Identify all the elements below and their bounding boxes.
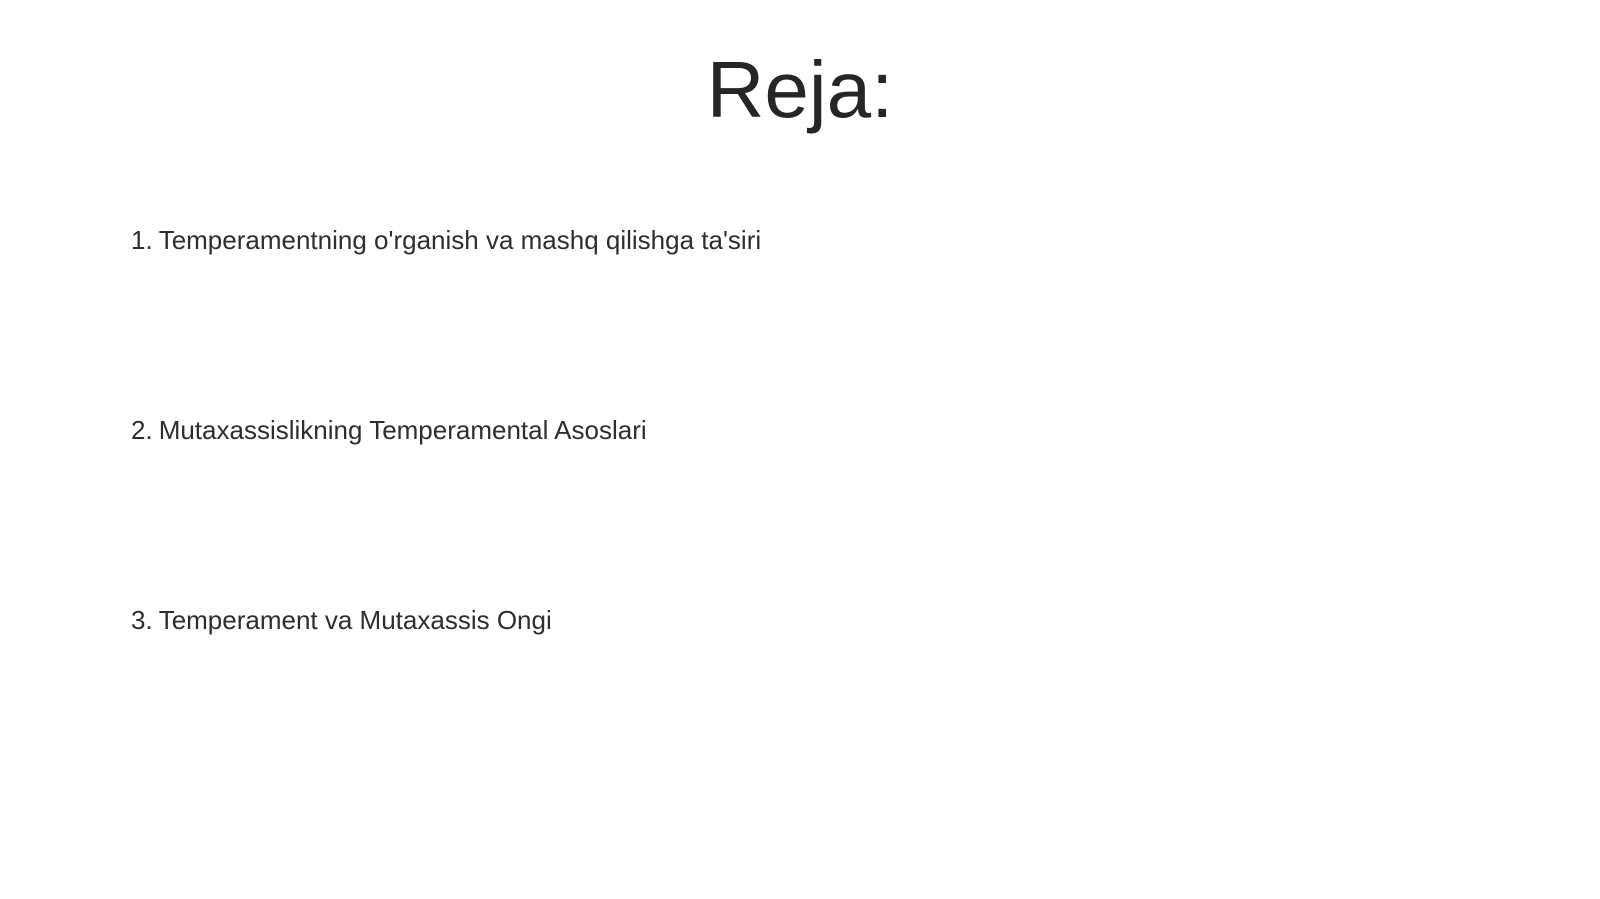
plan-list-item (131, 412, 647, 448)
plan-item-text: Temperament va Mutaxassis Ongi (158, 605, 552, 635)
plan-item-text: Temperamentning o'rganish va mashq qilishga ta'siri (158, 225, 762, 255)
plan-list-item (131, 222, 761, 258)
plan-item-number: 3. (131, 605, 153, 635)
slide-title: Reja: (706, 45, 894, 134)
plan-item-text: Mutaxassislikning Temperamental Asoslari (158, 415, 647, 445)
plan-item-number: 2. (131, 415, 153, 445)
plan-item-number: 1. (131, 225, 153, 255)
plan-list-item (131, 602, 552, 638)
